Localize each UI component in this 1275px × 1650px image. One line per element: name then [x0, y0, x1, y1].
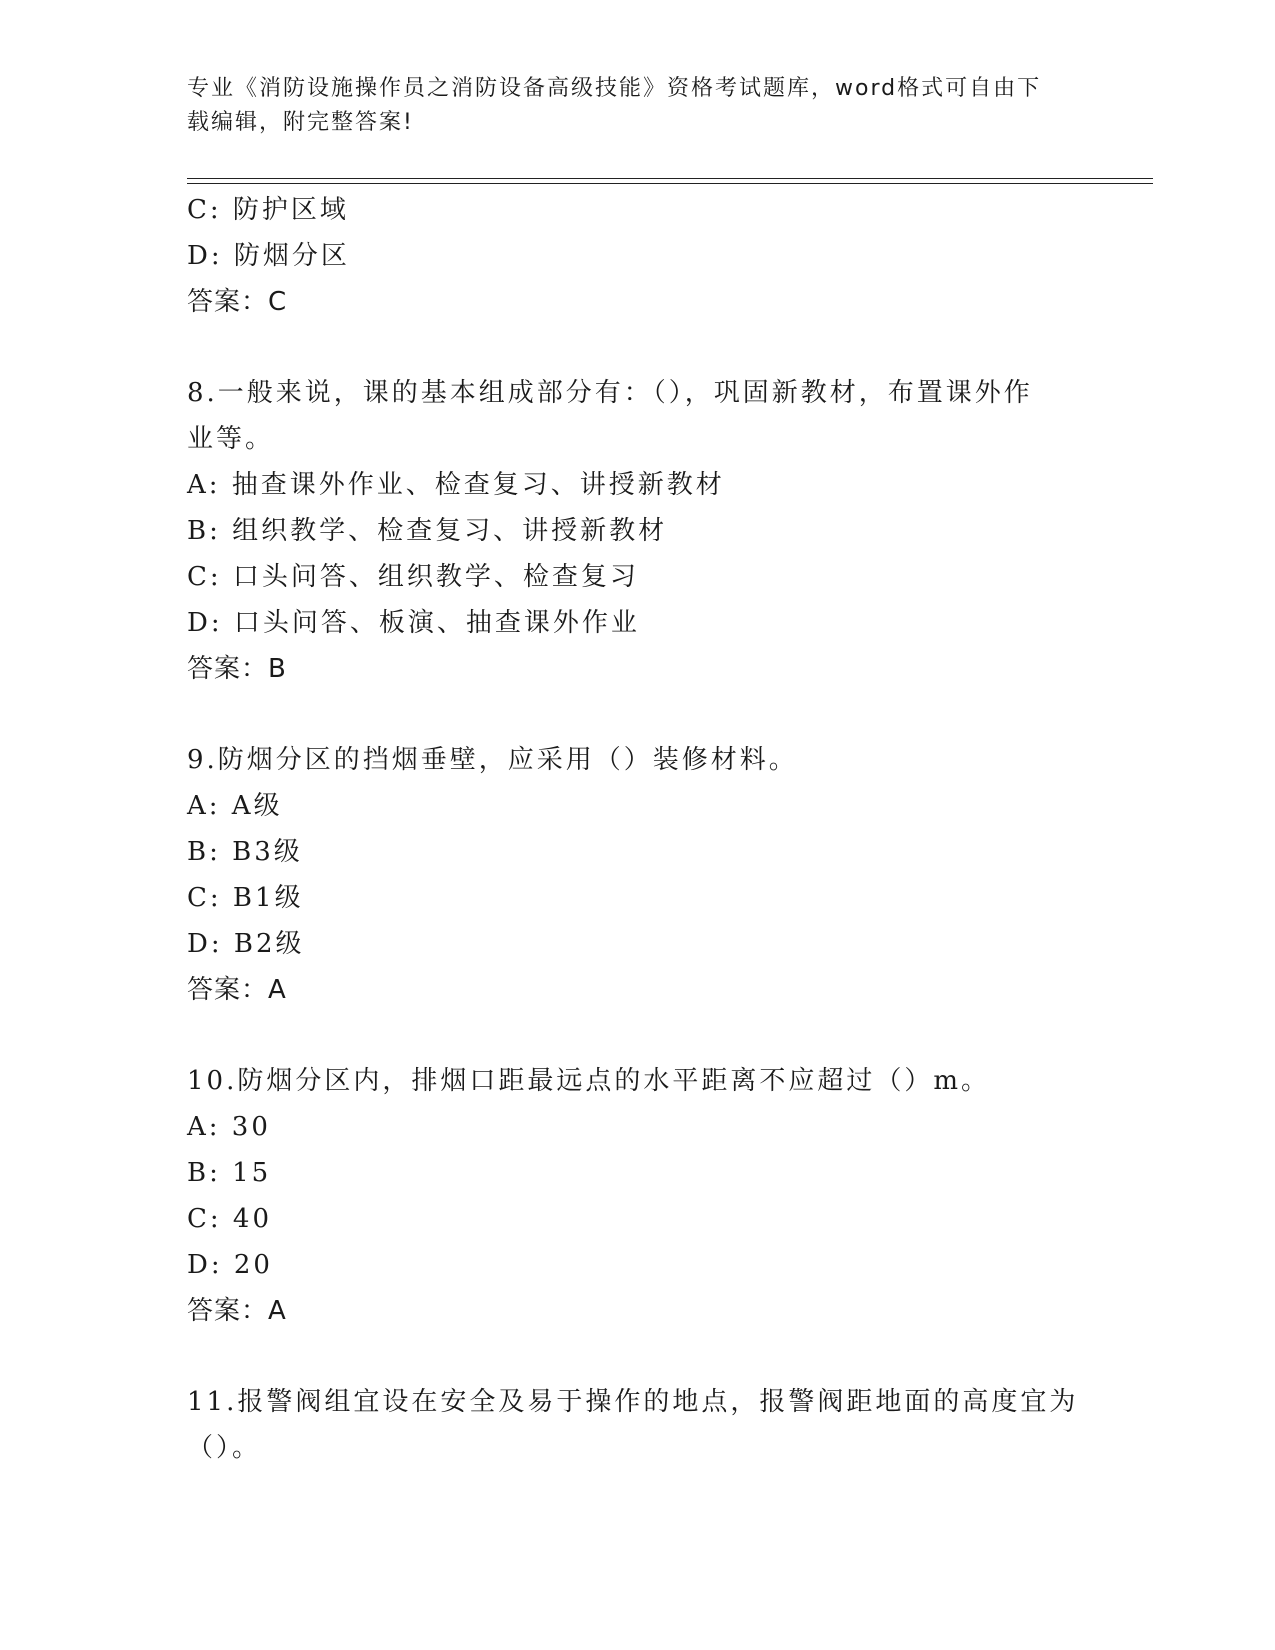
answer-line: 答案：A: [187, 1296, 287, 1326]
document-header: [187, 72, 1067, 140]
answer-line: 答案：A: [187, 975, 287, 1005]
question-9: [187, 737, 1087, 1013]
option-c: C: 防护区域: [187, 195, 349, 225]
option-c: C: 口头问答、组织教学、检查复习: [187, 562, 639, 592]
option-c: C: B1级: [187, 883, 304, 913]
question-stem: 11.报警阀组宜设在安全及易于操作的地点，报警阀距地面的高度宜为: [187, 1387, 1079, 1417]
option-b: B: 组织教学、检查复习、讲授新教材: [187, 516, 668, 546]
question-stem: 10.防烟分区内，排烟口距最远点的水平距离不应超过（）m。: [187, 1066, 991, 1096]
option-b: B: B3级: [187, 837, 303, 867]
header-line-1: 专业《消防设施操作员之消防设备高级技能》资格考试题库，word格式可自由下: [187, 76, 1042, 101]
option-d: D: B2级: [187, 929, 305, 959]
option-a: A: A级: [187, 791, 283, 821]
question-stem: 9.防烟分区的挡烟垂壁，应采用（）装修材料。: [187, 745, 798, 775]
option-d: D: 口头问答、板演、抽查课外作业: [187, 608, 640, 638]
question-11: [187, 1379, 1087, 1471]
option-b: B: 15: [187, 1158, 272, 1188]
header-divider-top: [187, 178, 1153, 179]
question-stem-cont: 业等。: [187, 424, 275, 454]
option-c: C: 40: [187, 1204, 273, 1234]
option-d: D: 防烟分区: [187, 241, 350, 271]
header-line-2: 载编辑，附完整答案!: [187, 110, 414, 135]
question-list: [187, 187, 1087, 1471]
option-a: A: 30: [187, 1112, 271, 1142]
question-10: [187, 1058, 1087, 1334]
option-a: A: 抽查课外作业、检查复习、讲授新教材: [187, 470, 725, 500]
answer-line: 答案：C: [187, 287, 288, 317]
question-stem: 8.一般来说，课的基本组成部分有：（），巩固新教材，布置课外作: [187, 378, 1033, 408]
question-stem-cont: （）。: [187, 1433, 262, 1463]
answer-line: 答案：B: [187, 654, 287, 684]
question-7-tail: [187, 187, 1087, 325]
header-divider-bottom: [187, 183, 1153, 184]
question-8: [187, 370, 1087, 692]
option-d: D: 20: [187, 1250, 273, 1280]
